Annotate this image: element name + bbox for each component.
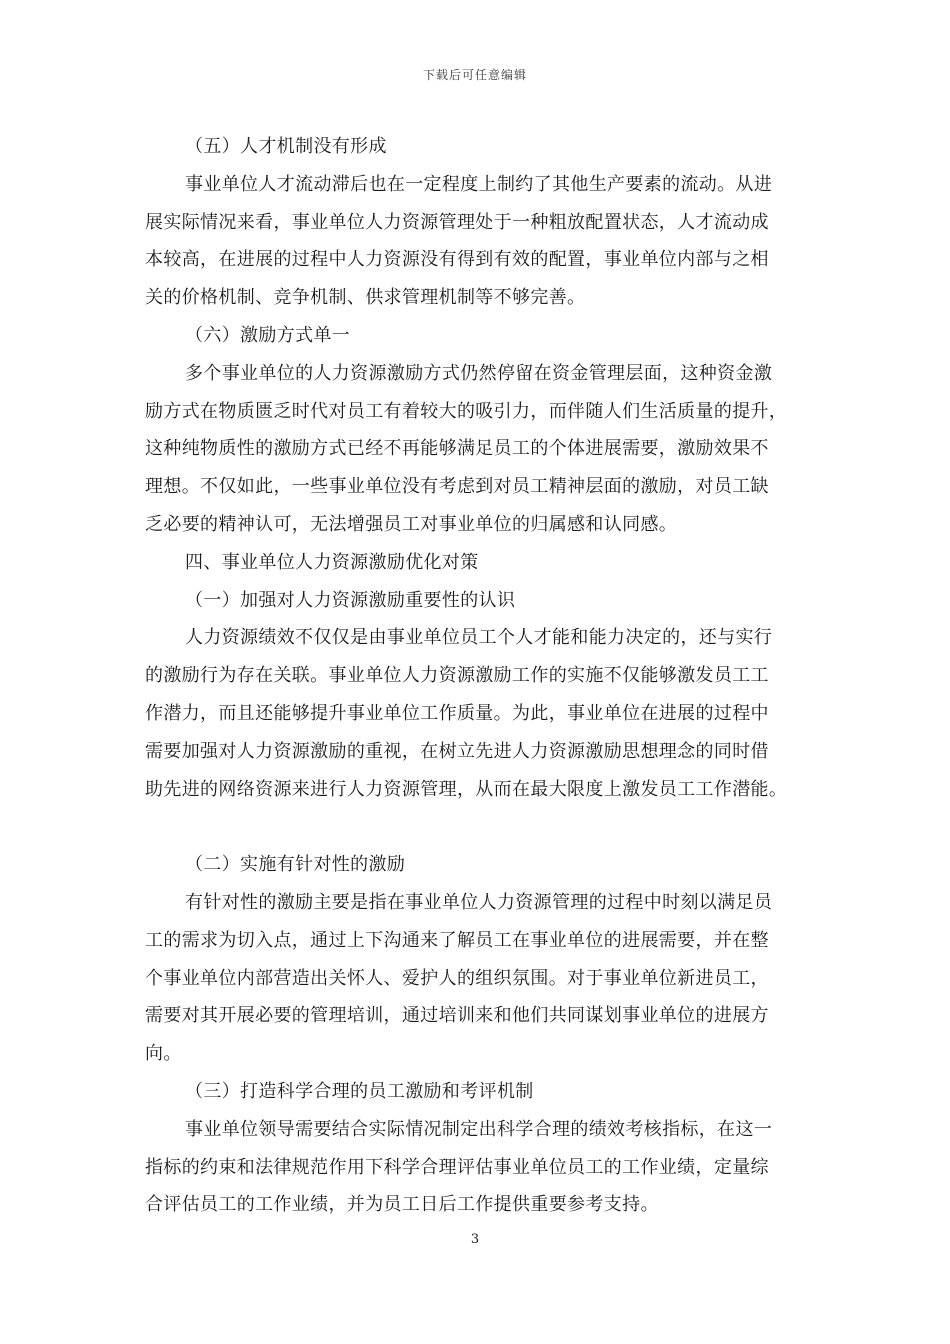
paragraph-line: 本较高，在进展的过程中人力资源没有得到有效的配置，事业单位内部与之相: [145, 249, 769, 271]
paragraph-line: 事业单位人才流动滞后也在一定程度上制约了其他生产要素的流动。从进: [185, 173, 773, 195]
paragraph-line: 这种纯物质性的激励方式已经不再能够满足员工的个体进展需要，激励效果不: [145, 438, 769, 460]
paragraph-line: 多个事业单位的人力资源激励方式仍然停留在资金管理层面，这种资金激: [185, 362, 773, 384]
paragraph-line: 励方式在物质匮乏时代对员工有着较大的吸引力，而伴随人们生活质量的提升，: [145, 400, 788, 422]
paragraph-line: 有针对性的激励主要是指在事业单位人力资源管理的过程中时刻以满足员: [185, 891, 773, 913]
paragraph-line: 向。: [145, 1043, 182, 1065]
section-heading-2: （二）实施有针对性的激励: [185, 854, 406, 876]
paragraph-line: 需要对其开展必要的管理培训，通过培训来和他们共同谋划事业单位的进展方: [145, 1005, 769, 1027]
paragraph-line: 作潜力，而且还能够提升事业单位工作质量。为此，事业单位在进展的过程中: [145, 702, 769, 724]
paragraph-line: 合评估员工的工作业绩，并为员工日后工作提供重要参考支持。: [145, 1194, 659, 1216]
section-heading-5: （五）人才机制没有形成: [185, 136, 387, 157]
paragraph-line: 人力资源绩效不仅仅是由事业单位员工个人才能和能力决定的，还与实行: [185, 627, 773, 649]
paragraph-line: 个事业单位内部营造出关怀人、爱护人的组织氛围。对于事业单位新进员工，: [145, 967, 769, 989]
section-heading-3: （三）打造科学合理的员工激励和考评机制: [185, 1080, 534, 1102]
section-heading-6: （六）激励方式单一: [185, 324, 351, 346]
paragraph-line: 展实际情况来看，事业单位人力资源管理处于一种粗放配置状态，人才流动成: [145, 211, 769, 233]
page-number: 3: [470, 1232, 480, 1247]
paragraph-line: 的激励行为存在关联。事业单位人力资源激励工作的实施不仅能够激发员工工: [145, 665, 769, 687]
paragraph-line: 乏必要的精神认可，无法增强员工对事业单位的归属感和认同感。: [145, 513, 678, 535]
chapter-heading-4: 四、事业单位人力资源激励优化对策: [185, 551, 479, 573]
paragraph-line: 理想。不仅如此，一些事业单位没有考虑到对员工精神层面的激励，对员工缺: [145, 476, 769, 498]
paragraph-line: 指标的约束和法律规范作用下科学合理评估事业单位员工的工作业绩，定量综: [145, 1156, 769, 1178]
paragraph-line: 事业单位领导需要结合实际情况制定出科学合理的绩效考核指标，在这一: [185, 1118, 773, 1140]
blank-line: [145, 808, 810, 846]
paragraph-line: 需要加强对人力资源激励的重视，在树立先进人力资源激励思想理念的同时借: [145, 740, 769, 762]
paragraph-line: 工的需求为切入点，通过上下沟通来了解员工在事业单位的进展需要，并在整: [145, 929, 769, 951]
paragraph-line: 关的价格机制、竞争机制、供求管理机制等不够完善。: [145, 287, 586, 309]
section-heading-1: （一）加强对人力资源激励重要性的认识: [185, 589, 516, 611]
paragraph-line: 助先进的网络资源来进行人力资源管理，从而在最大限度上激发员工工作潜能。: [145, 778, 788, 800]
page-header: 下载后可任意编辑: [422, 68, 527, 82]
document-body: [145, 128, 810, 1224]
